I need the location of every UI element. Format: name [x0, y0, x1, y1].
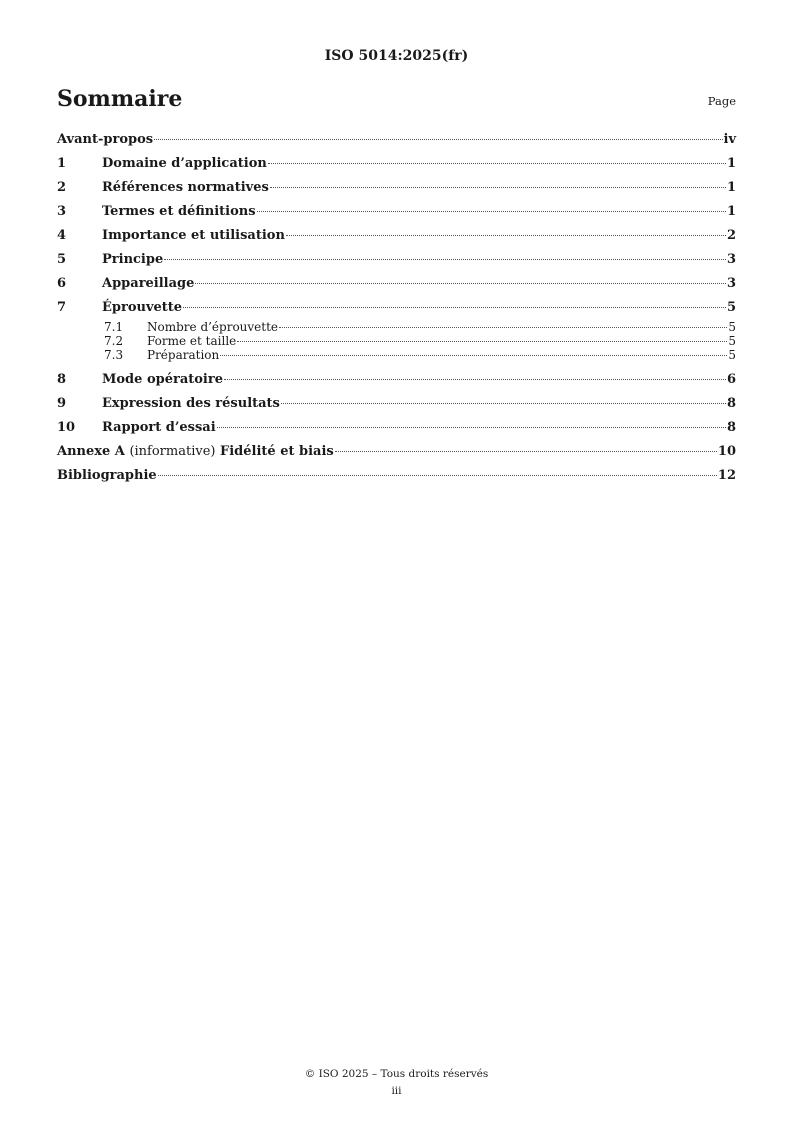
toc-entry-annex-a[interactable] [57, 440, 736, 464]
toc-entry-section-1[interactable] [57, 152, 736, 176]
toc-entry-number: 4 [57, 228, 67, 243]
toc-entry-label [57, 440, 334, 464]
toc-entry-page: 12 [717, 468, 736, 483]
toc-entry-number: 10 [57, 420, 76, 435]
toc-entry-page: 5 [728, 334, 736, 348]
toc-entry-foreword[interactable] [57, 128, 736, 152]
toc-entry-section-7-2[interactable] [57, 334, 736, 348]
page-footer [0, 1066, 793, 1100]
leader-dots [270, 187, 726, 188]
toc-entry-section-3[interactable] [57, 200, 736, 224]
toc-entry-label: Références normatives [102, 180, 269, 195]
toc-entry-label: Forme et taille [147, 334, 237, 348]
toc-entry-number: 7.2 [104, 334, 124, 348]
toc-entry-number: 7.1 [104, 320, 124, 334]
leader-dots [217, 427, 726, 428]
toc-entry-page: 8 [726, 396, 736, 411]
toc-entry-label: Principe [102, 252, 164, 267]
leader-dots [220, 355, 727, 356]
toc-entry-section-7[interactable] [57, 296, 736, 320]
toc-entry-number: 2 [57, 180, 67, 195]
toc-entry-number: 7 [57, 300, 67, 315]
toc-entry-number: 8 [57, 372, 67, 387]
page-column-label: Page [707, 94, 736, 108]
toc-entry-number: 3 [57, 204, 67, 219]
toc-entry-label: Rapport d’essai [102, 420, 216, 435]
toc-entry-section-7-1[interactable] [57, 320, 736, 334]
toc-entry-section-10[interactable] [57, 416, 736, 440]
table-of-contents [57, 128, 736, 488]
toc-entry-number: 1 [57, 156, 67, 171]
toc-entry-page: 2 [726, 228, 736, 243]
leader-dots [335, 451, 717, 452]
page-title: Sommaire [57, 86, 183, 112]
toc-entry-section-5[interactable] [57, 248, 736, 272]
toc-entry-section-9[interactable] [57, 392, 736, 416]
toc-entry-section-7-3[interactable] [57, 348, 736, 362]
toc-entry-page: 3 [726, 276, 736, 291]
toc-entry-section-2[interactable] [57, 176, 736, 200]
annex-prefix: Annexe A [57, 444, 125, 459]
toc-entry-page: 8 [726, 420, 736, 435]
toc-entry-label: Mode opératoire [102, 372, 223, 387]
toc-entry-label: Expression des résultats [102, 396, 280, 411]
toc-entry-section-6[interactable] [57, 272, 736, 296]
leader-dots [279, 327, 727, 328]
toc-entry-section-4[interactable] [57, 224, 736, 248]
toc-entry-label: Préparation [147, 348, 220, 362]
page-number: iii [391, 1085, 402, 1097]
toc-entry-page: 5 [726, 300, 736, 315]
toc-entry-label: Domaine d’application [102, 156, 267, 171]
toc-entry-bibliography[interactable] [57, 464, 736, 488]
toc-entry-number: 5 [57, 252, 67, 267]
toc-entry-label: Importance et utilisation [102, 228, 285, 243]
leader-dots [183, 307, 726, 308]
leader-dots [237, 341, 727, 342]
document-header: ISO 5014:2025(fr) [324, 48, 469, 64]
toc-entry-label: Avant-propos [57, 132, 154, 147]
toc-entry-page: iv [723, 132, 736, 147]
leader-dots [286, 235, 726, 236]
toc-entry-label: Bibliographie [57, 468, 157, 483]
toc-entry-page: 1 [726, 180, 736, 195]
toc-entry-label: Éprouvette [102, 300, 183, 315]
annex-qualifier: (informative) [129, 444, 216, 459]
leader-dots [154, 139, 722, 140]
toc-entry-number: 7.3 [104, 348, 124, 362]
toc-entry-page: 5 [728, 320, 736, 334]
toc-entry-page: 1 [726, 204, 736, 219]
toc-entry-page: 6 [726, 372, 736, 387]
leader-dots [195, 283, 726, 284]
toc-entry-label: Termes et définitions [102, 204, 256, 219]
annex-title: Fidélité et biais [220, 444, 334, 459]
toc-entry-label: Nombre d’éprouvette [147, 320, 279, 334]
leader-dots [164, 259, 726, 260]
leader-dots [281, 403, 726, 404]
toc-entry-label: Appareillage [102, 276, 195, 291]
toc-entry-section-8[interactable] [57, 368, 736, 392]
leader-dots [224, 379, 726, 380]
toc-entry-page: 5 [728, 348, 736, 362]
leader-dots [257, 211, 726, 212]
toc-entry-page: 1 [726, 156, 736, 171]
title-row [57, 86, 736, 112]
leader-dots [268, 163, 726, 164]
copyright-notice: © ISO 2025 – Tous droits réservés [304, 1068, 489, 1080]
toc-entry-number: 6 [57, 276, 67, 291]
toc-entry-number: 9 [57, 396, 67, 411]
toc-entry-page: 3 [726, 252, 736, 267]
toc-entry-page: 10 [717, 444, 736, 459]
leader-dots [158, 475, 717, 476]
